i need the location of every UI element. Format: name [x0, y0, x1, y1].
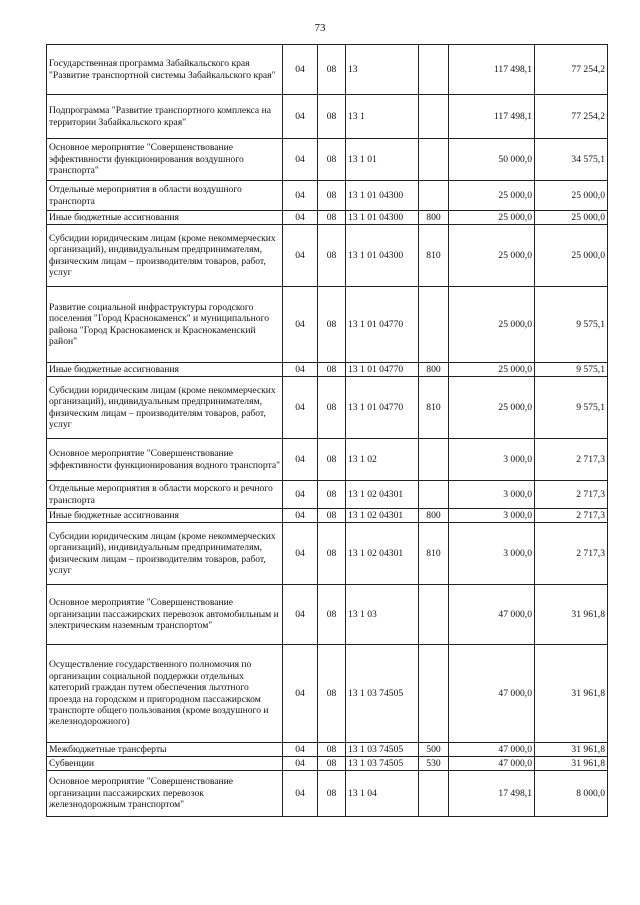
row-csr: 13 1 01 04770 [346, 287, 419, 363]
row-name: Субсидии юридическим лицам (кроме некоммерческих организаций), индивидуальным предпринимателям, физическим лицам – производителям товаров, работ, услуг [47, 523, 283, 585]
row-vr: 810 [419, 377, 449, 439]
row-name: Межбюджетные трансферты [47, 743, 283, 757]
row-name: Иные бюджетные ассигнования [47, 509, 283, 523]
row-name: Подпрограмма "Развитие транспортного комплекса на территории Забайкальского края" [47, 95, 283, 139]
row-vr [419, 439, 449, 481]
row-vr [419, 181, 449, 211]
table-row [47, 523, 608, 585]
row-vr [419, 645, 449, 743]
row-rz: 04 [283, 771, 318, 817]
row-sum-approved: 25 000,0 [449, 363, 535, 377]
row-rz: 04 [283, 757, 318, 771]
table-row [47, 481, 608, 509]
row-vr: 500 [419, 743, 449, 757]
row-pr: 08 [318, 377, 346, 439]
row-sum-approved: 47 000,0 [449, 585, 535, 645]
row-name: Государственная программа Забайкальского края "Развитие транспортной системы Забайкальского края" [47, 45, 283, 95]
row-csr: 13 1 01 04770 [346, 363, 419, 377]
row-vr: 800 [419, 211, 449, 225]
row-rz: 04 [283, 95, 318, 139]
table-row [47, 181, 608, 211]
row-csr: 13 1 03 74505 [346, 757, 419, 771]
row-vr: 800 [419, 363, 449, 377]
row-sum-executed: 77 254,2 [535, 95, 608, 139]
row-sum-approved: 25 000,0 [449, 377, 535, 439]
row-rz: 04 [283, 45, 318, 95]
page-number: 73 [314, 22, 326, 34]
row-sum-executed: 77 254,2 [535, 45, 608, 95]
table-row [47, 439, 608, 481]
row-sum-executed: 25 000,0 [535, 211, 608, 225]
table-row [47, 771, 608, 817]
row-name: Основное мероприятие "Совершенствование организации пассажирских перевозок автомобильным и электрическим наземным транспортом" [47, 585, 283, 645]
row-sum-executed: 34 575,1 [535, 139, 608, 181]
row-csr: 13 1 02 04301 [346, 523, 419, 585]
row-sum-approved: 3 000,0 [449, 523, 535, 585]
row-rz: 04 [283, 211, 318, 225]
row-csr: 13 1 04 [346, 771, 419, 817]
table-row [47, 743, 608, 757]
row-sum-executed: 31 961,8 [535, 585, 608, 645]
row-pr: 08 [318, 287, 346, 363]
row-rz: 04 [283, 139, 318, 181]
row-rz: 04 [283, 585, 318, 645]
row-pr: 08 [318, 211, 346, 225]
row-vr: 810 [419, 523, 449, 585]
row-sum-approved: 17 498,1 [449, 771, 535, 817]
row-pr: 08 [318, 645, 346, 743]
row-csr: 13 1 01 04300 [346, 211, 419, 225]
row-pr: 08 [318, 757, 346, 771]
row-sum-executed: 9 575,1 [535, 377, 608, 439]
row-csr: 13 1 01 04300 [346, 181, 419, 211]
row-vr [419, 139, 449, 181]
row-csr: 13 1 01 [346, 139, 419, 181]
row-rz: 04 [283, 439, 318, 481]
table-body [47, 45, 608, 817]
row-vr [419, 585, 449, 645]
row-sum-approved: 3 000,0 [449, 509, 535, 523]
row-csr: 13 1 03 74505 [346, 743, 419, 757]
row-rz: 04 [283, 645, 318, 743]
row-pr: 08 [318, 585, 346, 645]
row-rz: 04 [283, 287, 318, 363]
row-sum-executed: 2 717,3 [535, 523, 608, 585]
row-pr: 08 [318, 95, 346, 139]
row-sum-approved: 47 000,0 [449, 743, 535, 757]
row-sum-approved: 50 000,0 [449, 139, 535, 181]
row-csr: 13 1 01 04770 [346, 377, 419, 439]
row-vr [419, 45, 449, 95]
row-pr: 08 [318, 509, 346, 523]
row-sum-executed: 2 717,3 [535, 509, 608, 523]
row-csr: 13 1 03 74505 [346, 645, 419, 743]
row-vr: 800 [419, 509, 449, 523]
row-rz: 04 [283, 743, 318, 757]
table-row [47, 139, 608, 181]
row-pr: 08 [318, 45, 346, 95]
row-csr: 13 1 [346, 95, 419, 139]
row-rz: 04 [283, 225, 318, 287]
table-row [47, 509, 608, 523]
table-row [47, 377, 608, 439]
table-row [47, 585, 608, 645]
row-name: Отдельные мероприятия в области воздушного транспорта [47, 181, 283, 211]
row-name: Иные бюджетные ассигнования [47, 363, 283, 377]
row-vr: 810 [419, 225, 449, 287]
row-rz: 04 [283, 181, 318, 211]
table-row [47, 45, 608, 95]
row-rz: 04 [283, 363, 318, 377]
row-pr: 08 [318, 439, 346, 481]
row-pr: 08 [318, 363, 346, 377]
row-pr: 08 [318, 225, 346, 287]
row-csr: 13 1 01 04300 [346, 225, 419, 287]
row-sum-approved: 25 000,0 [449, 211, 535, 225]
row-sum-approved: 25 000,0 [449, 225, 535, 287]
row-rz: 04 [283, 523, 318, 585]
row-sum-approved: 117 498,1 [449, 45, 535, 95]
row-rz: 04 [283, 481, 318, 509]
row-rz: 04 [283, 509, 318, 523]
row-sum-approved: 3 000,0 [449, 481, 535, 509]
row-vr [419, 287, 449, 363]
row-sum-executed: 25 000,0 [535, 181, 608, 211]
row-pr: 08 [318, 771, 346, 817]
row-sum-executed: 2 717,3 [535, 439, 608, 481]
row-sum-approved: 25 000,0 [449, 287, 535, 363]
row-sum-executed: 31 961,8 [535, 743, 608, 757]
row-name: Отдельные мероприятия в области морского и речного транспорта [47, 481, 283, 509]
row-sum-approved: 117 498,1 [449, 95, 535, 139]
row-csr: 13 [346, 45, 419, 95]
row-sum-approved: 47 000,0 [449, 645, 535, 743]
row-name: Основное мероприятие "Совершенствование организации пассажирских перевозок железнодорожным транспортом" [47, 771, 283, 817]
row-pr: 08 [318, 481, 346, 509]
row-sum-executed: 9 575,1 [535, 287, 608, 363]
table-row [47, 363, 608, 377]
row-name: Основное мероприятие "Совершенствование эффективности функционирования водного транспорта" [47, 439, 283, 481]
row-name: Субсидии юридическим лицам (кроме некоммерческих организаций), индивидуальным предпринимателям, физическим лицам – производителям товаров, работ, услуг [47, 377, 283, 439]
row-sum-approved: 3 000,0 [449, 439, 535, 481]
table-row [47, 95, 608, 139]
row-sum-executed: 31 961,8 [535, 645, 608, 743]
row-pr: 08 [318, 743, 346, 757]
row-pr: 08 [318, 139, 346, 181]
row-sum-executed: 8 000,0 [535, 771, 608, 817]
row-name: Субсидии юридическим лицам (кроме некоммерческих организаций), индивидуальным предпринимателям, физическим лицам – производителям товаров, работ, услуг [47, 225, 283, 287]
row-sum-approved: 25 000,0 [449, 181, 535, 211]
row-sum-executed: 31 961,8 [535, 757, 608, 771]
row-sum-approved: 47 000,0 [449, 757, 535, 771]
row-name: Иные бюджетные ассигнования [47, 211, 283, 225]
row-sum-executed: 9 575,1 [535, 363, 608, 377]
row-vr [419, 481, 449, 509]
table-row [47, 645, 608, 743]
row-name: Субвенции [47, 757, 283, 771]
row-rz: 04 [283, 377, 318, 439]
row-name: Осуществление государственного полномочия по организации социальной поддержки отдельных категорий граждан путем обеспечения льготного проезда на городском и пригородном пассажирском транспорте общего пользования (кроме воздушного и железнодорожного) [47, 645, 283, 743]
row-csr: 13 1 02 04301 [346, 481, 419, 509]
row-sum-executed: 25 000,0 [535, 225, 608, 287]
table-row [47, 211, 608, 225]
row-csr: 13 1 02 04301 [346, 509, 419, 523]
row-vr [419, 95, 449, 139]
row-csr: 13 1 03 [346, 585, 419, 645]
table-row [47, 287, 608, 363]
row-sum-executed: 2 717,3 [535, 481, 608, 509]
row-pr: 08 [318, 523, 346, 585]
table-row [47, 225, 608, 287]
budget-table [46, 44, 608, 817]
row-vr: 530 [419, 757, 449, 771]
table-row [47, 757, 608, 771]
row-pr: 08 [318, 181, 346, 211]
row-name: Основное мероприятие "Совершенствование эффективности функционирования воздушного транспорта" [47, 139, 283, 181]
row-name: Развитие социальной инфраструктуры городского поселения "Город Краснокаменск" и муниципального района "Город Краснокаменск и Краснокаменский район" [47, 287, 283, 363]
row-csr: 13 1 02 [346, 439, 419, 481]
row-vr [419, 771, 449, 817]
